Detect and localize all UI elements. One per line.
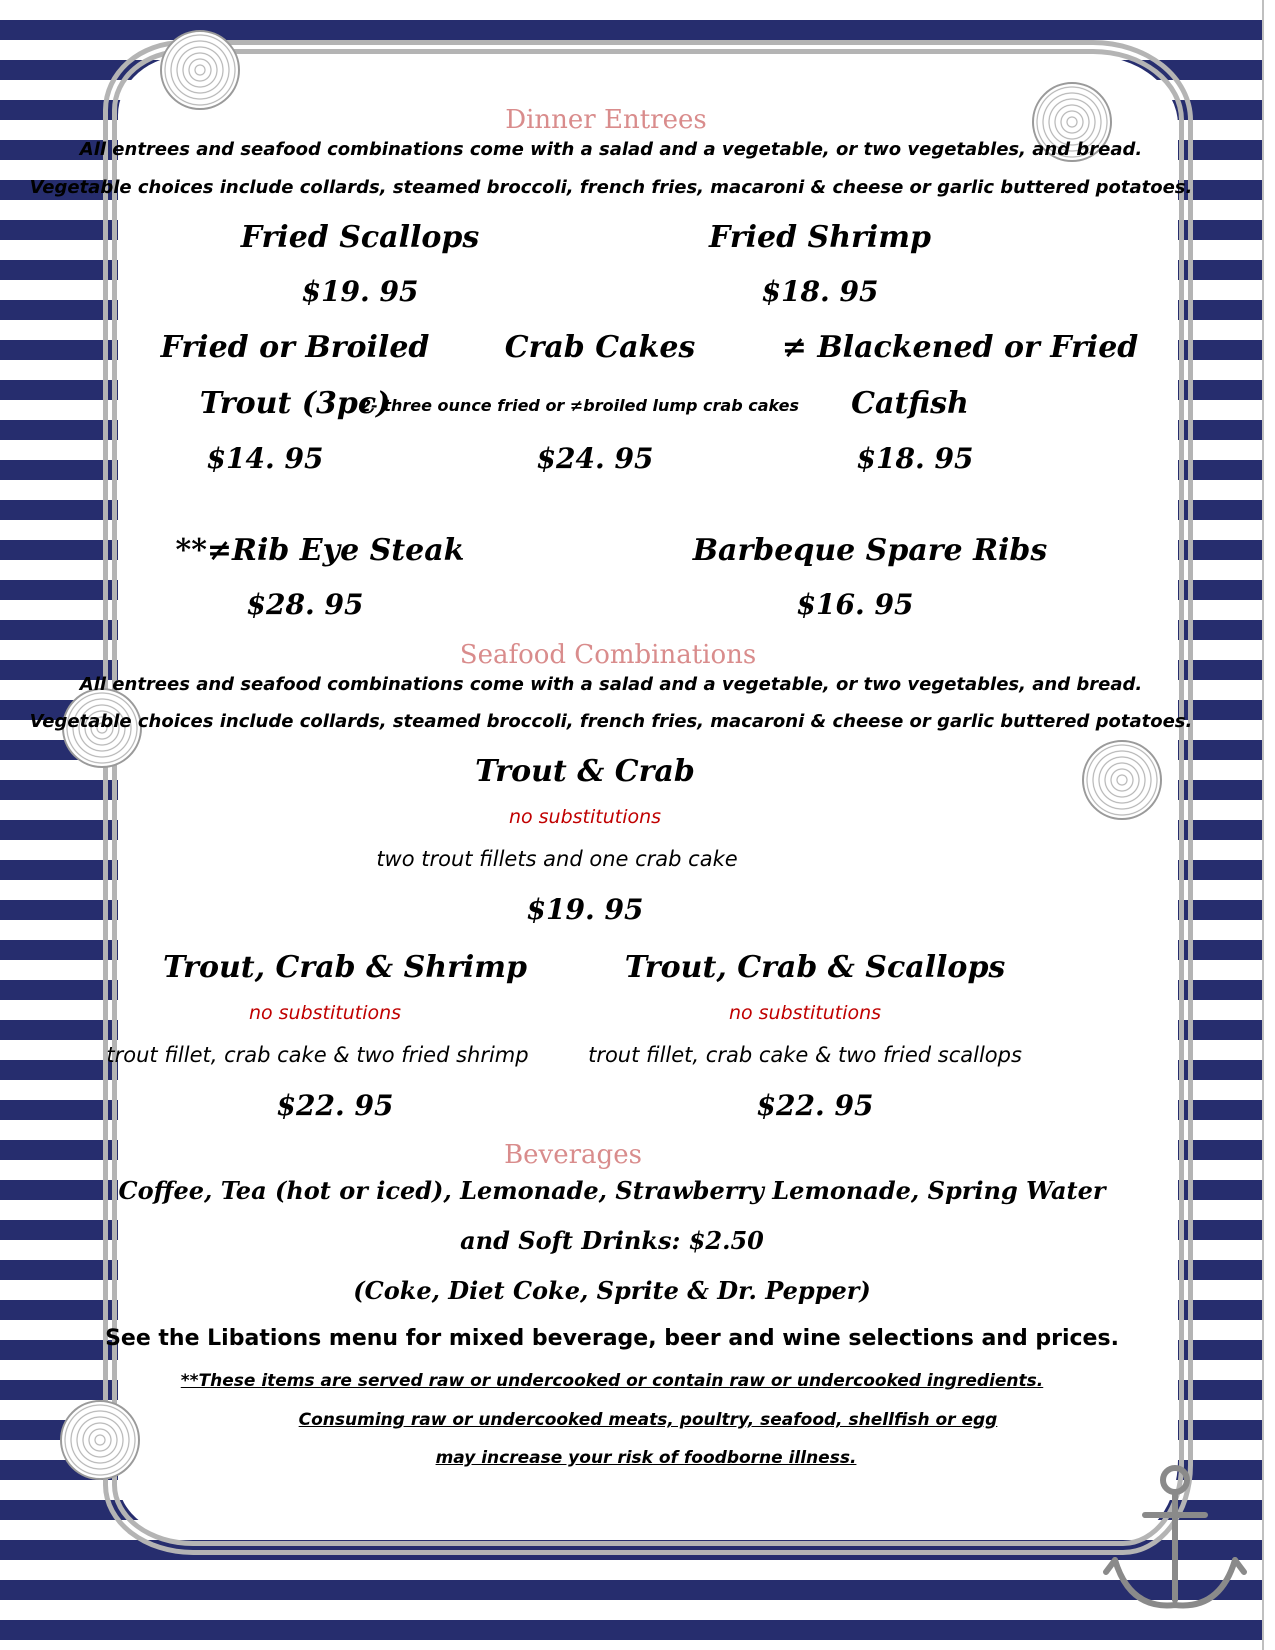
item-name: Catfish — [851, 386, 969, 421]
item-name: Trout (3pc) — [199, 386, 391, 421]
health-warning-line-1: **These items are served raw or undercooked or contain raw or undercooked ingredients. — [180, 1371, 1044, 1391]
section-heading-seafood: Seafood Combinations — [459, 640, 757, 670]
item-name: **≠Rib Eye Steak — [175, 533, 465, 568]
item-name: ≠ Blackened or Fried — [781, 330, 1139, 365]
item-description: 2- three ounce fried or ≠broiled lump crab cakes — [360, 396, 799, 415]
health-warning-line-3: may increase your risk of foodborne illness. — [435, 1448, 857, 1468]
item-name: Barbeque Spare Ribs — [692, 533, 1048, 568]
item-price: $19. 95 — [301, 275, 419, 308]
item-name: Trout, Crab & Scallops — [624, 950, 1006, 985]
dinner-note-line-2: Vegetable choices include collards, steamed broccoli, french fries, macaroni & cheese or garlic buttered potatoes. — [29, 177, 1193, 198]
page-edge — [1262, 0, 1264, 1650]
beverages-line-2: and Soft Drinks: $2.50 — [460, 1226, 764, 1255]
item-name: Fried Shrimp — [709, 220, 931, 255]
section-heading-dinner: Dinner Entrees — [505, 105, 707, 135]
item-name: Trout, Crab & Shrimp — [163, 950, 527, 985]
rope-knot-icon — [160, 30, 240, 110]
seafood-note-line-2: Vegetable choices include collards, steamed broccoli, french fries, macaroni & cheese or garlic buttered potatoes. — [29, 711, 1193, 732]
seafood-note-line-1: All entrees and seafood combinations come with a salad and a vegetable, or two vegetables, and bread. — [79, 674, 1143, 695]
anchor-icon — [1100, 1460, 1250, 1620]
section-heading-beverages: Beverages — [504, 1140, 642, 1170]
health-warning-line-2: Consuming raw or undercooked meats, poultry, seafood, shellfish or egg — [298, 1410, 998, 1430]
item-name: Crab Cakes — [504, 330, 696, 365]
item-price: $24. 95 — [536, 442, 654, 475]
beverages-line-3: (Coke, Diet Coke, Sprite & Dr. Pepper) — [353, 1276, 871, 1305]
dinner-note-line-1: All entrees and seafood combinations come with a salad and a vegetable, or two vegetables, and bread. — [79, 139, 1143, 160]
item-price: $16. 95 — [796, 588, 914, 621]
item-price: $28. 95 — [246, 588, 364, 621]
item-price: $19. 95 — [526, 893, 644, 926]
item-name: Trout & Crab — [475, 754, 695, 789]
item-name: Fried Scallops — [240, 220, 480, 255]
libations-note: See the Libations menu for mixed beverage, beer and wine selections and prices. — [105, 1326, 1119, 1351]
item-price: $22. 95 — [756, 1089, 874, 1122]
beverages-line-1: Coffee, Tea (hot or iced), Lemonade, Strawberry Lemonade, Spring Water — [118, 1176, 1106, 1205]
no-substitutions-note: no substitutions — [508, 806, 662, 828]
no-substitutions-note: no substitutions — [248, 1002, 402, 1024]
item-price: $18. 95 — [761, 275, 879, 308]
no-substitutions-note: no substitutions — [728, 1002, 882, 1024]
item-name: Fried or Broiled — [160, 330, 430, 365]
item-description: trout fillet, crab cake & two fried shrimp — [106, 1043, 529, 1067]
item-price: $22. 95 — [276, 1089, 394, 1122]
item-price: $14. 95 — [206, 442, 324, 475]
item-description: trout fillet, crab cake & two fried scallops — [588, 1043, 1022, 1067]
item-price: $18. 95 — [856, 442, 974, 475]
item-description: two trout fillets and one crab cake — [376, 847, 738, 871]
